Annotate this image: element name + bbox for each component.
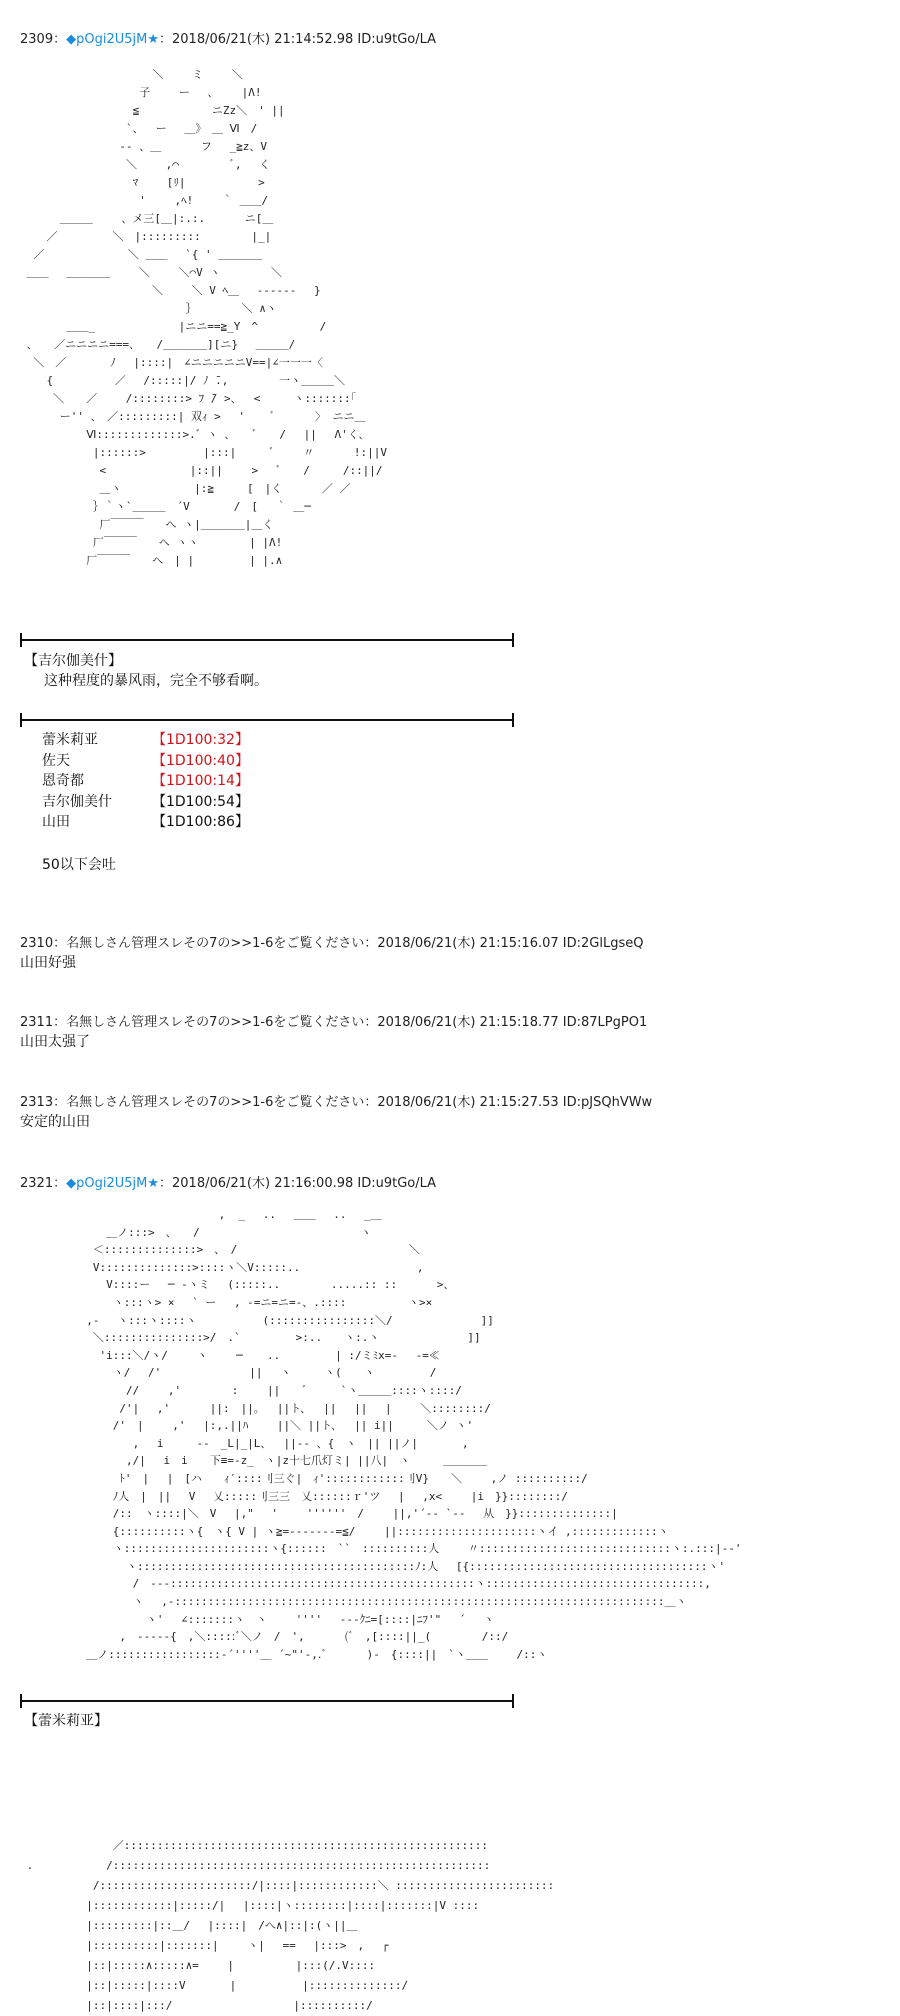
roll-result: 【1D100:54】 — [152, 793, 249, 810]
post-number[interactable]: 2309 — [20, 32, 54, 47]
ascii-art-remilia: , _ .. ＿＿ .. _＿ ＿ノ:::> 、 / ヽ ＜::::::::::::::> 、 / ＼ V::::::::::::::>::::ヽ＼V:::::.. , V::::ー ─ -ヽミ (:::::.. .....:: :: >、 ヽ:::ヽ> × ` ー , -=ニ=ニ=-、.:::: ヽ>× ,- ヽ:::ヽ::::ヽ (::::::::::::::::＼/ ]] ＼:::::::::::::::>/ .` >:.. ヽ:.ヽ ]] 'i:::＼/ヽ/ ヽ ─ .. | :/ミﾐx=- -=≪ ヽ/ /' || ヽ ヽ( ヽ / // ,' : || ﾞ `ヽ＿＿＿::::ヽ::::/ /'| ,' ||: ||。 ||ト、 || || | ＼::::::::/ /' | ,' |:,.||ﾊ ||＼ ||ト、 || i|| ＼ノ ヽ' , i -- _L|_|L、 ||-- 、{ ヽ || ||ノ| , ,/| i i 下≡=-z_ ヽ|z十七爪灯ミ| ||八| ヽ ＿＿＿＿ ﾄ' | | [ハ ｨ′::::刂三ぐ| ｨ'::::::::::::刂V} ＼ ,ノ ::::::::::/ ﾉ人 | || V 乂:::::刂三三 乂::::::ｒ'ツ | ,x< |i }}::::::::/ /:: ヽ::::|＼ V |," ' '''''' / ||,'´-- `-- 从 }}::::::::::::::| {::::::::::ヽ{ ヽ{ V | ヽ≧=-------=≦/ ||:::::::::::::::::::::ヽイ ,:::::::::::::ヽ ヽ::::::::::::::::::::::ヽ{:::::: `` ::::::::::人 〃:::::::::::::::::::::::::::::ヽ:.:::|--' ヽ::::::::::::::::::::::::::::::::::::::::::ﾉ:人 [{::::::::::::::::::::::::::::::::::::ヽ' / ---::::::::::::::::::::::::::::::::::::::::::::::ヽ:::::::::::::::::::::::::::::::::, ヽ ,-::::::::::::::::::::::::::::::::::::::::::::::::::::::::::::::::::::::::::＿ヽ ヽ' ∠:::::::ヽ ヽ '''' ---ｸﾆ=[::::|ﾆﾌ'" ´ ヽ , -----{ ,＼:::::ﾞ＼ノ / ', (ﾞ ,[::::||_( /::/ ＿ノ:::::::::::::::::-´''''＿ ´~"'-,.ﾞ )- {::::|| `ヽ＿＿ /::ヽ — [86, 1208, 742, 1661]
post-meta: ：名無しさん管理スレその7の>>1-6をご覧ください：2018/06/21(木) 21:15:27.53 ID:pJSQhVWw — [53, 1095, 653, 1110]
roll-result: 【1D100:32】 — [152, 732, 249, 748]
post-number[interactable]: 2321 — [20, 1176, 54, 1191]
roll-character-name: 佐天 — [42, 752, 70, 769]
roll-result: 【1D100:40】 — [152, 752, 249, 769]
dice-roll-row — [42, 771, 249, 792]
roll-character-name: 蕾米莉亚 — [42, 732, 98, 748]
speaker-name: 【吉尔伽美什】 — [24, 653, 122, 669]
post-header — [20, 1095, 652, 1111]
speaker-name: 【蕾米莉亚】 — [24, 1713, 108, 1729]
post-header — [20, 936, 643, 952]
dice-roll-row — [42, 751, 249, 772]
ascii-art-remilia-2: ／::::::::::::::::::::::::::::::::::::::::::::::::::::::: . /::::::::::::::::::::::::::::::::::::::::::::::::::::::::: /:::::::::::::::::::::::/|::::|::::::::::::＼ :::::::::::::::::::::::: |::::::::::::|:::::/| |::::|ヽ::::::::|::::|:::::::|V :::: |:::::::::|::＿/ |::::| /へ∧|::|:(ヽ||＿ |::::::::::|:::::::| ヽ| == |:::> , ┌ |::|:::::∧:::::∧= | |:::(/.V:::: |::|:::::|::::V | |::::::::::::::/ |::|::::|:::/ |::::::::::/ — [26, 1839, 555, 2012]
scene-divider — [20, 1700, 514, 1702]
dice-roll-row — [42, 730, 249, 751]
post-header — [20, 1176, 436, 1192]
dialog-line: 这种程度的暴风雨，完全不够看啊。 — [44, 673, 268, 689]
post-meta: ：名無しさん管理スレその7の>>1-6をご覧ください：2018/06/21(木) 21:15:16.07 ID:2GlLgseQ — [53, 936, 644, 951]
scene-divider — [20, 639, 514, 641]
dice-roll-list — [42, 730, 249, 833]
roll-character-name: 山田 — [42, 814, 70, 830]
post-meta: ：名無しさん管理スレその7の>>1-6をご覧ください：2018/06/21(木) 21:15:18.77 ID:87LPgPO1 — [53, 1015, 648, 1030]
post-separator: ： — [53, 32, 67, 47]
star-icon: ★ — [147, 1176, 159, 1191]
roll-result: 【1D100:14】 — [152, 773, 249, 789]
post-body: 山田好强 — [20, 955, 76, 971]
poster-trip: ◆pOgi2U5jM — [66, 1176, 148, 1191]
dice-roll-row — [42, 792, 249, 813]
roll-character-name: 吉尔伽美什 — [42, 793, 112, 810]
scene-divider — [20, 719, 514, 721]
star-icon: ★ — [147, 32, 159, 47]
post-header — [20, 32, 436, 48]
roll-result: 【1D100:86】 — [152, 814, 249, 830]
ascii-art-gilgamesh: ＼ ミ ＼ 子 ー 、 |Λ! ≦ ニZz＼ ' || `、 ー ＿》 ＿ Ⅵ / -- 、＿ フ _≧z、V ＼ ,⌒ ﾞ, く ﾏ [ﾘ| > ' ,ﾍ! ｀ ＿＿/ ＿＿＿ 、メ三[＿|:.:. ニ[＿ ／ ＼ |::::::::: |_| ／ ＼ ＿＿ `{ ' ＿＿＿＿ ＿＿ ＿＿＿＿ ＼ ＼⌒V ヽ ＼ ＼ ＼ V ﾍ＿ ------ } ｝ ＼ ∧ヽ ＿＿_ |ニニ==≧_Y ^ / 、 ／ニニニニ===、 /＿＿＿＿][ニ} ＿＿＿/ ＼ ／ ﾉ |::::| ∠ニニニニニV==|∠一一一〈 { ／ /:::::|/ ﾉ ̄., 一ヽ＿＿＿＼ ＼ ／ /::::::::> ﾌ ̄/ >、 < ヽ:::::::｢ ー'' 、 ／:::::::::| 双ｨ > ' ﾞ 〉 ニニ＿ Ⅵ:::::::::::::>.゛ヽ 、 ﾞ / || Λ'く、 |::::::> |:::| ﾞ 〃 !:||V < |::|| > ﾞ / /::||/ ＿ヽ |:≧ [ |く ／ ／ ｝｀ヽ`＿＿＿ ´V / [ ｀ ＿─ 厂￣￣￣ へ ヽ|＿＿＿＿|＿く 厂￣￣￣ へ ヽヽ | |Λ! 厂￣￣￣ へ | | | |.∧ — [26, 68, 388, 567]
roll-note: 50以下会吐 — [42, 857, 116, 873]
post-body: 安定的山田 — [20, 1114, 90, 1130]
post-separator: ： — [53, 1176, 67, 1191]
post-number[interactable]: 2313 — [20, 1095, 54, 1110]
post-number[interactable]: 2310 — [20, 936, 54, 951]
roll-character-name: 恩奇都 — [42, 773, 84, 789]
poster-trip: ◆pOgi2U5jM — [66, 32, 148, 47]
post-body: 山田太强了 — [20, 1034, 90, 1050]
post-header — [20, 1015, 647, 1031]
post-number[interactable]: 2311 — [20, 1015, 54, 1030]
post-meta: ：2018/06/21(木) 21:16:00.98 ID:u9tGo/LA — [159, 1176, 437, 1191]
dice-roll-row — [42, 812, 249, 833]
post-meta: ：2018/06/21(木) 21:14:52.98 ID:u9tGo/LA — [159, 32, 437, 47]
